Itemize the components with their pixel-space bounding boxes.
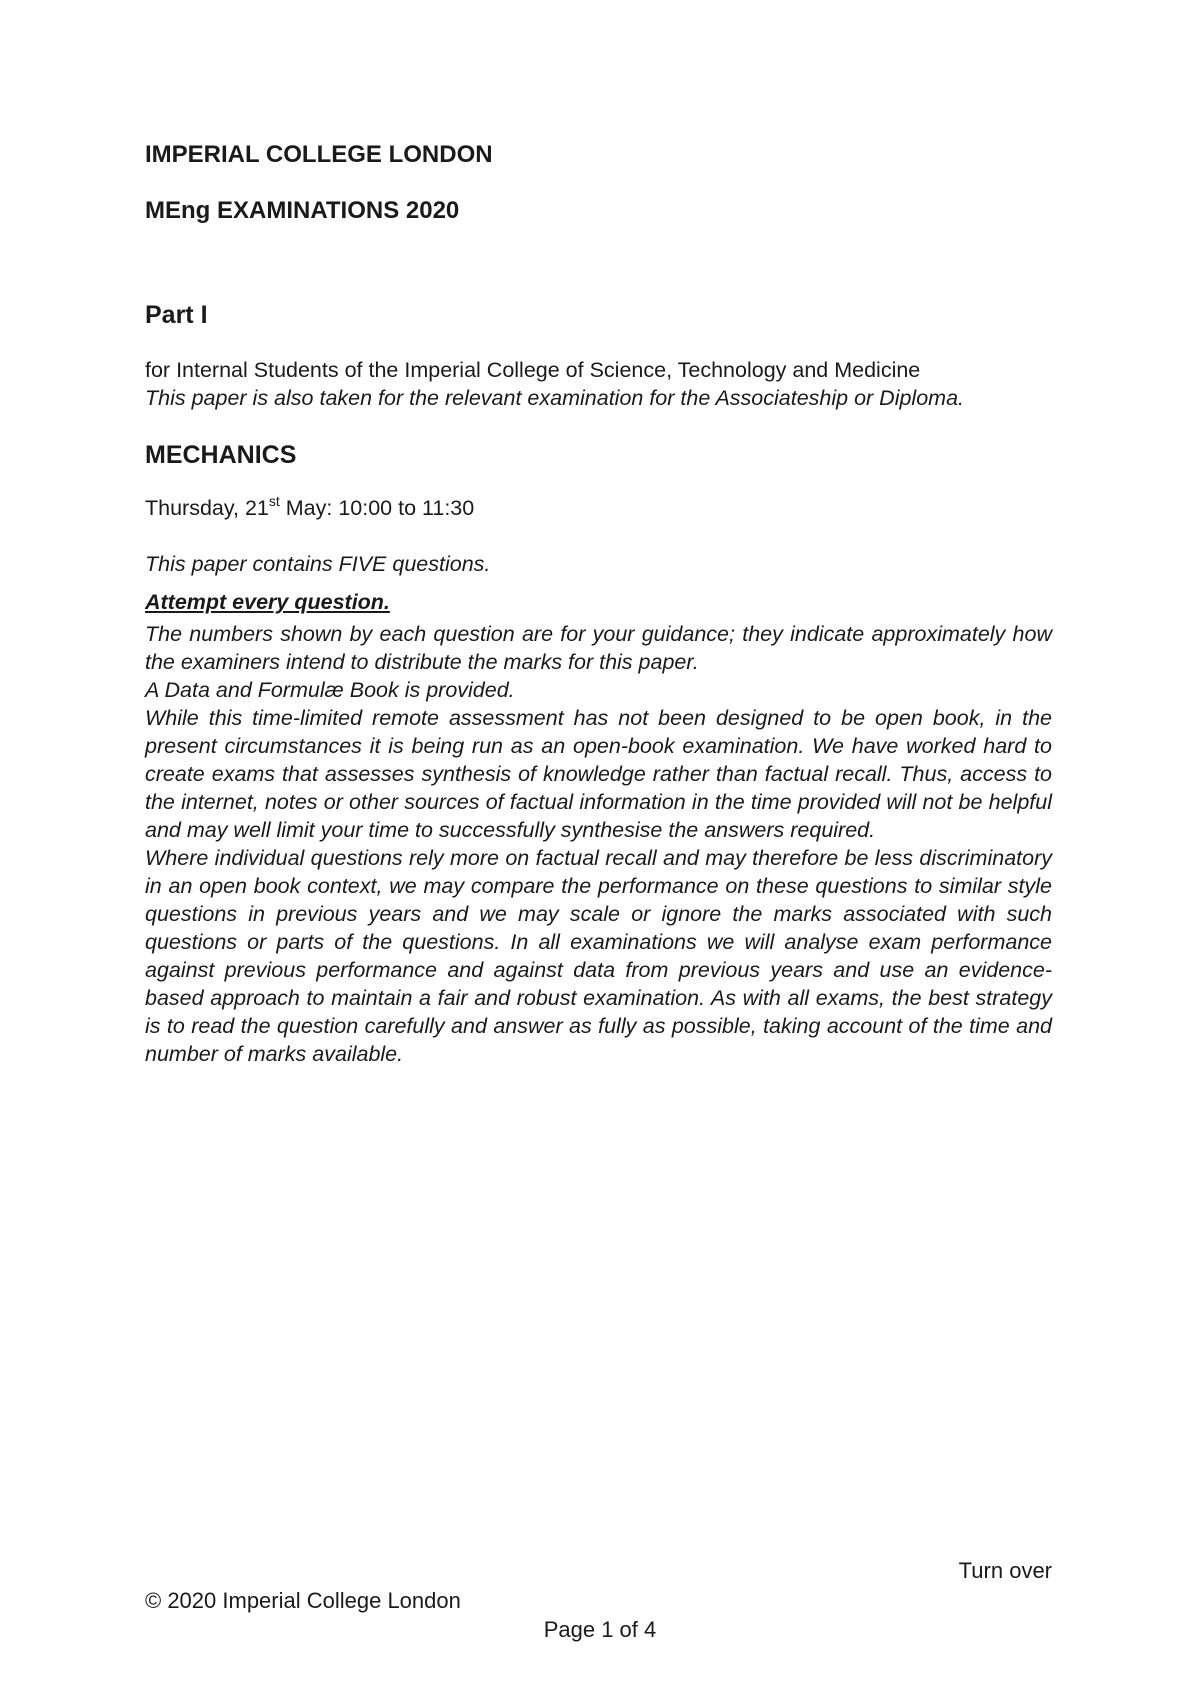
exam-month-time: May: 10:00 to 11:30 — [279, 496, 475, 520]
instruction-notes — [145, 620, 1052, 1068]
note-factual-recall: Where individual questions rely more on factual recall and may therefore be less discriminatory in an open book context, we may compare the performance on these questions to similar style questions in previous years and we may scale or ignore the marks associated with such questions or parts of the questions. In all examinations we will analyse exam performance against previous performance and against data from previous years and use an evidence-based approach to maintain a fair and robust examination. As with all exams, the best strategy is to read the question carefully and answer as fully as possible, taking account of the time and number of marks available. — [145, 846, 1052, 1066]
turn-over-label: Turn over — [958, 1558, 1052, 1583]
internal-students-line: for Internal Students of the Imperial College of Science, Technology and Medicine — [145, 358, 921, 382]
exam-date-time — [145, 494, 1052, 522]
subject-heading: MECHANICS — [145, 441, 297, 469]
attempt-instruction: Attempt every question. — [145, 590, 390, 614]
copyright-notice: © 2020 Imperial College London — [145, 1588, 461, 1613]
page-number: Page 1 of 4 — [543, 1617, 657, 1642]
part-heading: Part I — [145, 301, 208, 329]
exam-title: MEng EXAMINATIONS 2020 — [145, 197, 460, 224]
page-content — [145, 140, 1052, 1068]
note-data-book: A Data and Formulæ Book is provided. — [145, 678, 515, 702]
note-open-book: While this time-limited remote assessment has not been designed to be open book, in the present circumstances it is being run as an open-book examination. We have worked hard to create exams that assesses synthesis of knowledge rather than factual recall. Thus, access to the internet, notes or other sources of factual information in the time provided will not be helpful and may well limit your time to successfully synthesise the answers required. — [145, 706, 1052, 842]
exam-day-ordinal: st — [268, 493, 280, 509]
exam-day: Thursday, 21 — [145, 496, 269, 520]
associateship-note: This paper is also taken for the relevant examination for the Associateship or Diploma. — [145, 386, 965, 410]
institution-title: IMPERIAL COLLEGE LONDON — [145, 141, 493, 168]
question-count: This paper contains FIVE questions. — [145, 552, 491, 576]
note-marks-guidance: The numbers shown by each question are for your guidance; they indicate approximately how the examiners intend to distribute the marks for this paper. — [145, 622, 1052, 674]
